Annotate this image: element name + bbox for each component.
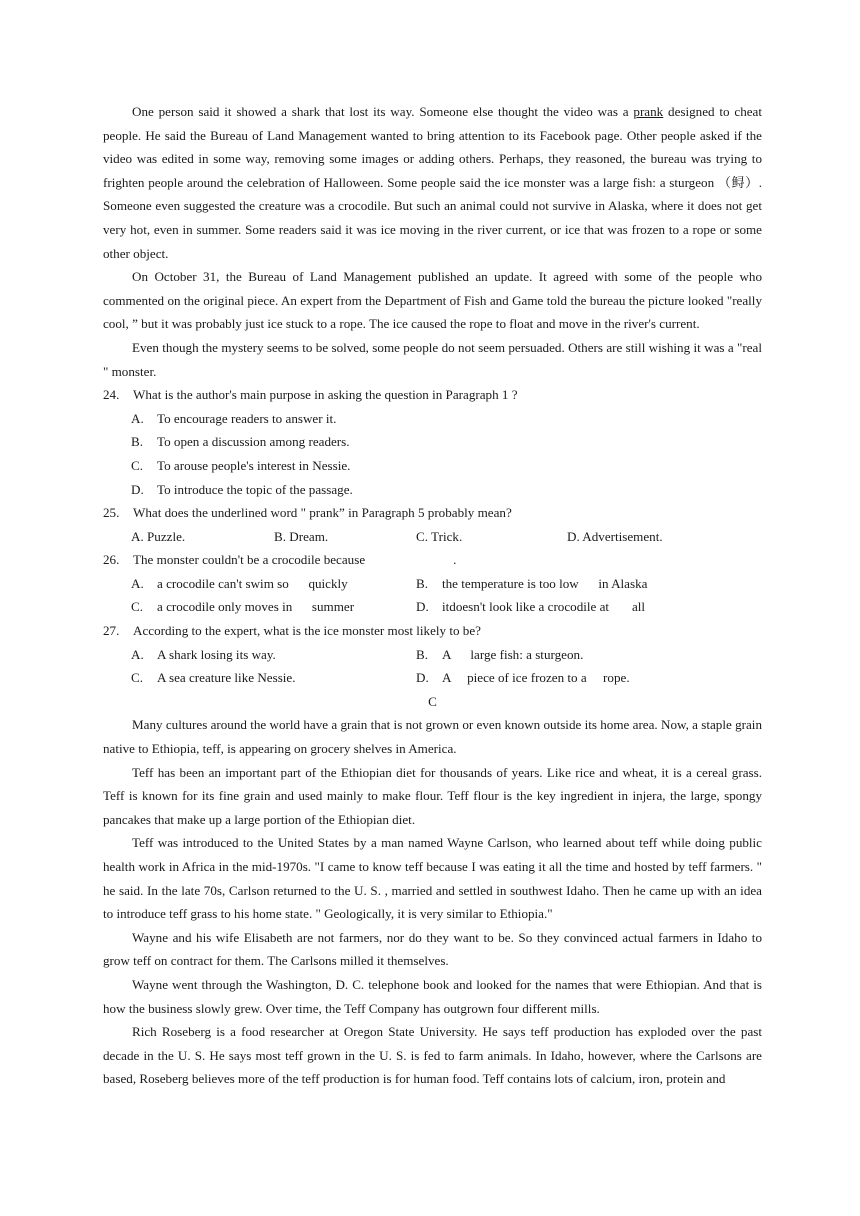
exam-page: [103, 100, 762, 1091]
option-text: a crocodile only moves in summer: [157, 599, 355, 615]
option-text: To introduce the topic of the passage.: [157, 481, 353, 497]
question-25-option-d: D. Advertisement.: [567, 528, 663, 544]
question-24-option-c: [103, 454, 762, 478]
section-c-paragraph-4: Wayne and his wife Elisabeth are not farmers, nor do they want to be. So they convinced actual farmers in Idaho to grow teff on contract for them. The Carlsons milled it themselves.: [103, 929, 762, 969]
option-letter: B.: [131, 434, 144, 450]
option-letter: C.: [131, 670, 144, 686]
question-27-option-d: [416, 666, 701, 690]
question-27-option-b: [416, 643, 701, 667]
paragraph-5-text-start: One person said it showed a shark that lost its way. Someone else thought the video was a: [132, 104, 634, 119]
answer-blank: .: [453, 552, 457, 568]
question-26-option-d: [416, 595, 701, 619]
option-text: A piece of ice frozen to a rope.: [442, 670, 630, 686]
question-26-option-a: [131, 572, 416, 596]
option-letter: D.: [416, 670, 429, 686]
question-number: 25.: [103, 505, 120, 521]
underlined-word-prank: prank: [633, 104, 664, 119]
question-25-option-a: A. Puzzle.: [131, 528, 186, 544]
option-letter: A.: [131, 646, 144, 662]
option-letter: B.: [416, 646, 429, 662]
option-text: the temperature is too low in Alaska: [442, 575, 648, 591]
question-25-option-b: B. Dream.: [274, 528, 329, 544]
question-27-option-c: [131, 666, 416, 690]
option-letter: D.: [416, 599, 429, 615]
option-letter: C.: [131, 457, 144, 473]
question-24-option-a: [103, 407, 762, 431]
question-25-option-c: C. Trick.: [416, 528, 463, 544]
option-text: A sea creature like Nessie.: [157, 670, 296, 686]
question-26-option-c: [131, 595, 416, 619]
option-letter: A.: [131, 575, 144, 591]
option-text: a crocodile can't swim so quickly: [157, 575, 348, 591]
question-25-stem: [103, 501, 762, 525]
question-text: The monster couldn't be a crocodile because: [133, 552, 366, 568]
paragraph-7: Even though the mystery seems to be solved, some people do not seem persuaded. Others are still wishing it was a "real " monster.: [103, 339, 762, 379]
question-text: What does the underlined word " prank” in Paragraph 5 probably mean?: [133, 505, 512, 521]
section-c-paragraph-2: Teff has been an important part of the Ethiopian diet for thousands of years. Like rice and wheat, it is a cereal grass. Teff is known for its fine grain and used mainly to make flour. Teff flour is the key ingredient in injera, the large, spongy pancakes that make up a large portion of the Ethiopian diet.: [103, 764, 762, 827]
question-26-option-b: [416, 572, 701, 596]
paragraph-5-text-end: designed to cheat people. He said the Bureau of Land Management wanted to bring attention to its Facebook page. Other people asked if the video was edited in some way, removing some images or adding others. Perhaps, they reasoned, the bureau was trying to frighten people around the celebration of Halloween. Some people said the ice monster was a large fish: a sturgeon （鲟）. Someone even suggested the creature was a crocodile. But such an animal could not survive in Alaska, where it does not get very hot, even in summer. Some readers said it was ice moving in the river current, or ice that was frozen to a rope or some other object.: [103, 104, 762, 261]
section-c-paragraph-1: Many cultures around the world have a grain that is not grown or even known outside its home area. Now, a staple grain native to Ethiopia, teff, is appearing on grocery shelves in America.: [103, 717, 762, 757]
question-27-option-a: [131, 643, 416, 667]
question-26-options-row-2: [103, 595, 762, 619]
section-c-paragraph-5: Wayne went through the Washington, D. C. telephone book and looked for the names that were Ethiopian. And that is how the business slowly grew. Over time, the Teff Company has outgrown four different mills.: [103, 976, 762, 1016]
option-text: A shark losing its way.: [157, 646, 276, 662]
question-number: 26.: [103, 552, 120, 568]
question-24-stem: [103, 383, 762, 407]
question-27-options-row-1: [103, 643, 762, 667]
question-number: 24.: [103, 387, 120, 403]
paragraph-5: [103, 100, 762, 265]
option-letter: D.: [131, 481, 144, 497]
question-number: 27.: [103, 623, 120, 639]
option-text: itdoesn't look like a crocodile at all: [442, 599, 646, 615]
option-letter: B.: [416, 575, 429, 591]
option-text: To encourage readers to answer it.: [157, 410, 337, 426]
question-27-stem: [103, 619, 762, 643]
question-24-option-b: [103, 430, 762, 454]
option-text: To open a discussion among readers.: [157, 434, 350, 450]
question-text: According to the expert, what is the ice monster most likely to be?: [133, 623, 481, 639]
question-26-options-row-1: [103, 572, 762, 596]
option-text: To arouse people's interest in Nessie.: [157, 457, 351, 473]
section-c-heading: C: [428, 693, 437, 709]
question-text: What is the author's main purpose in asking the question in Paragraph 1 ?: [133, 387, 518, 403]
question-25-options: [103, 525, 762, 549]
question-26-stem: [103, 548, 762, 572]
option-letter: C.: [131, 599, 144, 615]
question-27-options-row-2: [103, 666, 762, 690]
option-letter: A.: [131, 410, 144, 426]
section-c-paragraph-6: Rich Roseberg is a food researcher at Oregon State University. He says teff production has exploded over the past decade in the U. S. He says most teff grown in the U. S. is fed to farm animals. In Idaho, however, where the Carlsons are based, Roseberg believes more of the teff production is for human food. Teff contains lots of calcium, iron, protein and: [103, 1024, 762, 1087]
option-text: A large fish: a sturgeon.: [442, 646, 584, 662]
section-c-paragraph-3: Teff was introduced to the United States by a man named Wayne Carlson, who learned about teff while doing public health work in Africa in the mid-1970s. "I came to know teff because I was eating it all the time and hosted by teff farmers. " he said. In the late 70s, Carlson returned to the U. S. , married and settled in southwest Idaho. Then he came up with an idea to introduce teff grass to his home state. " Geologically, it is very similar to Ethiopia.": [103, 835, 762, 922]
question-24-option-d: [103, 478, 762, 502]
paragraph-6: On October 31, the Bureau of Land Management published an update. It agreed with some of the people who commented on the original piece. An expert from the Department of Fish and Game told the bureau the picture looked "really cool, ” but it was probably just ice stuck to a rope. The ice caused the rope to float and move in the river's current.: [103, 269, 762, 332]
